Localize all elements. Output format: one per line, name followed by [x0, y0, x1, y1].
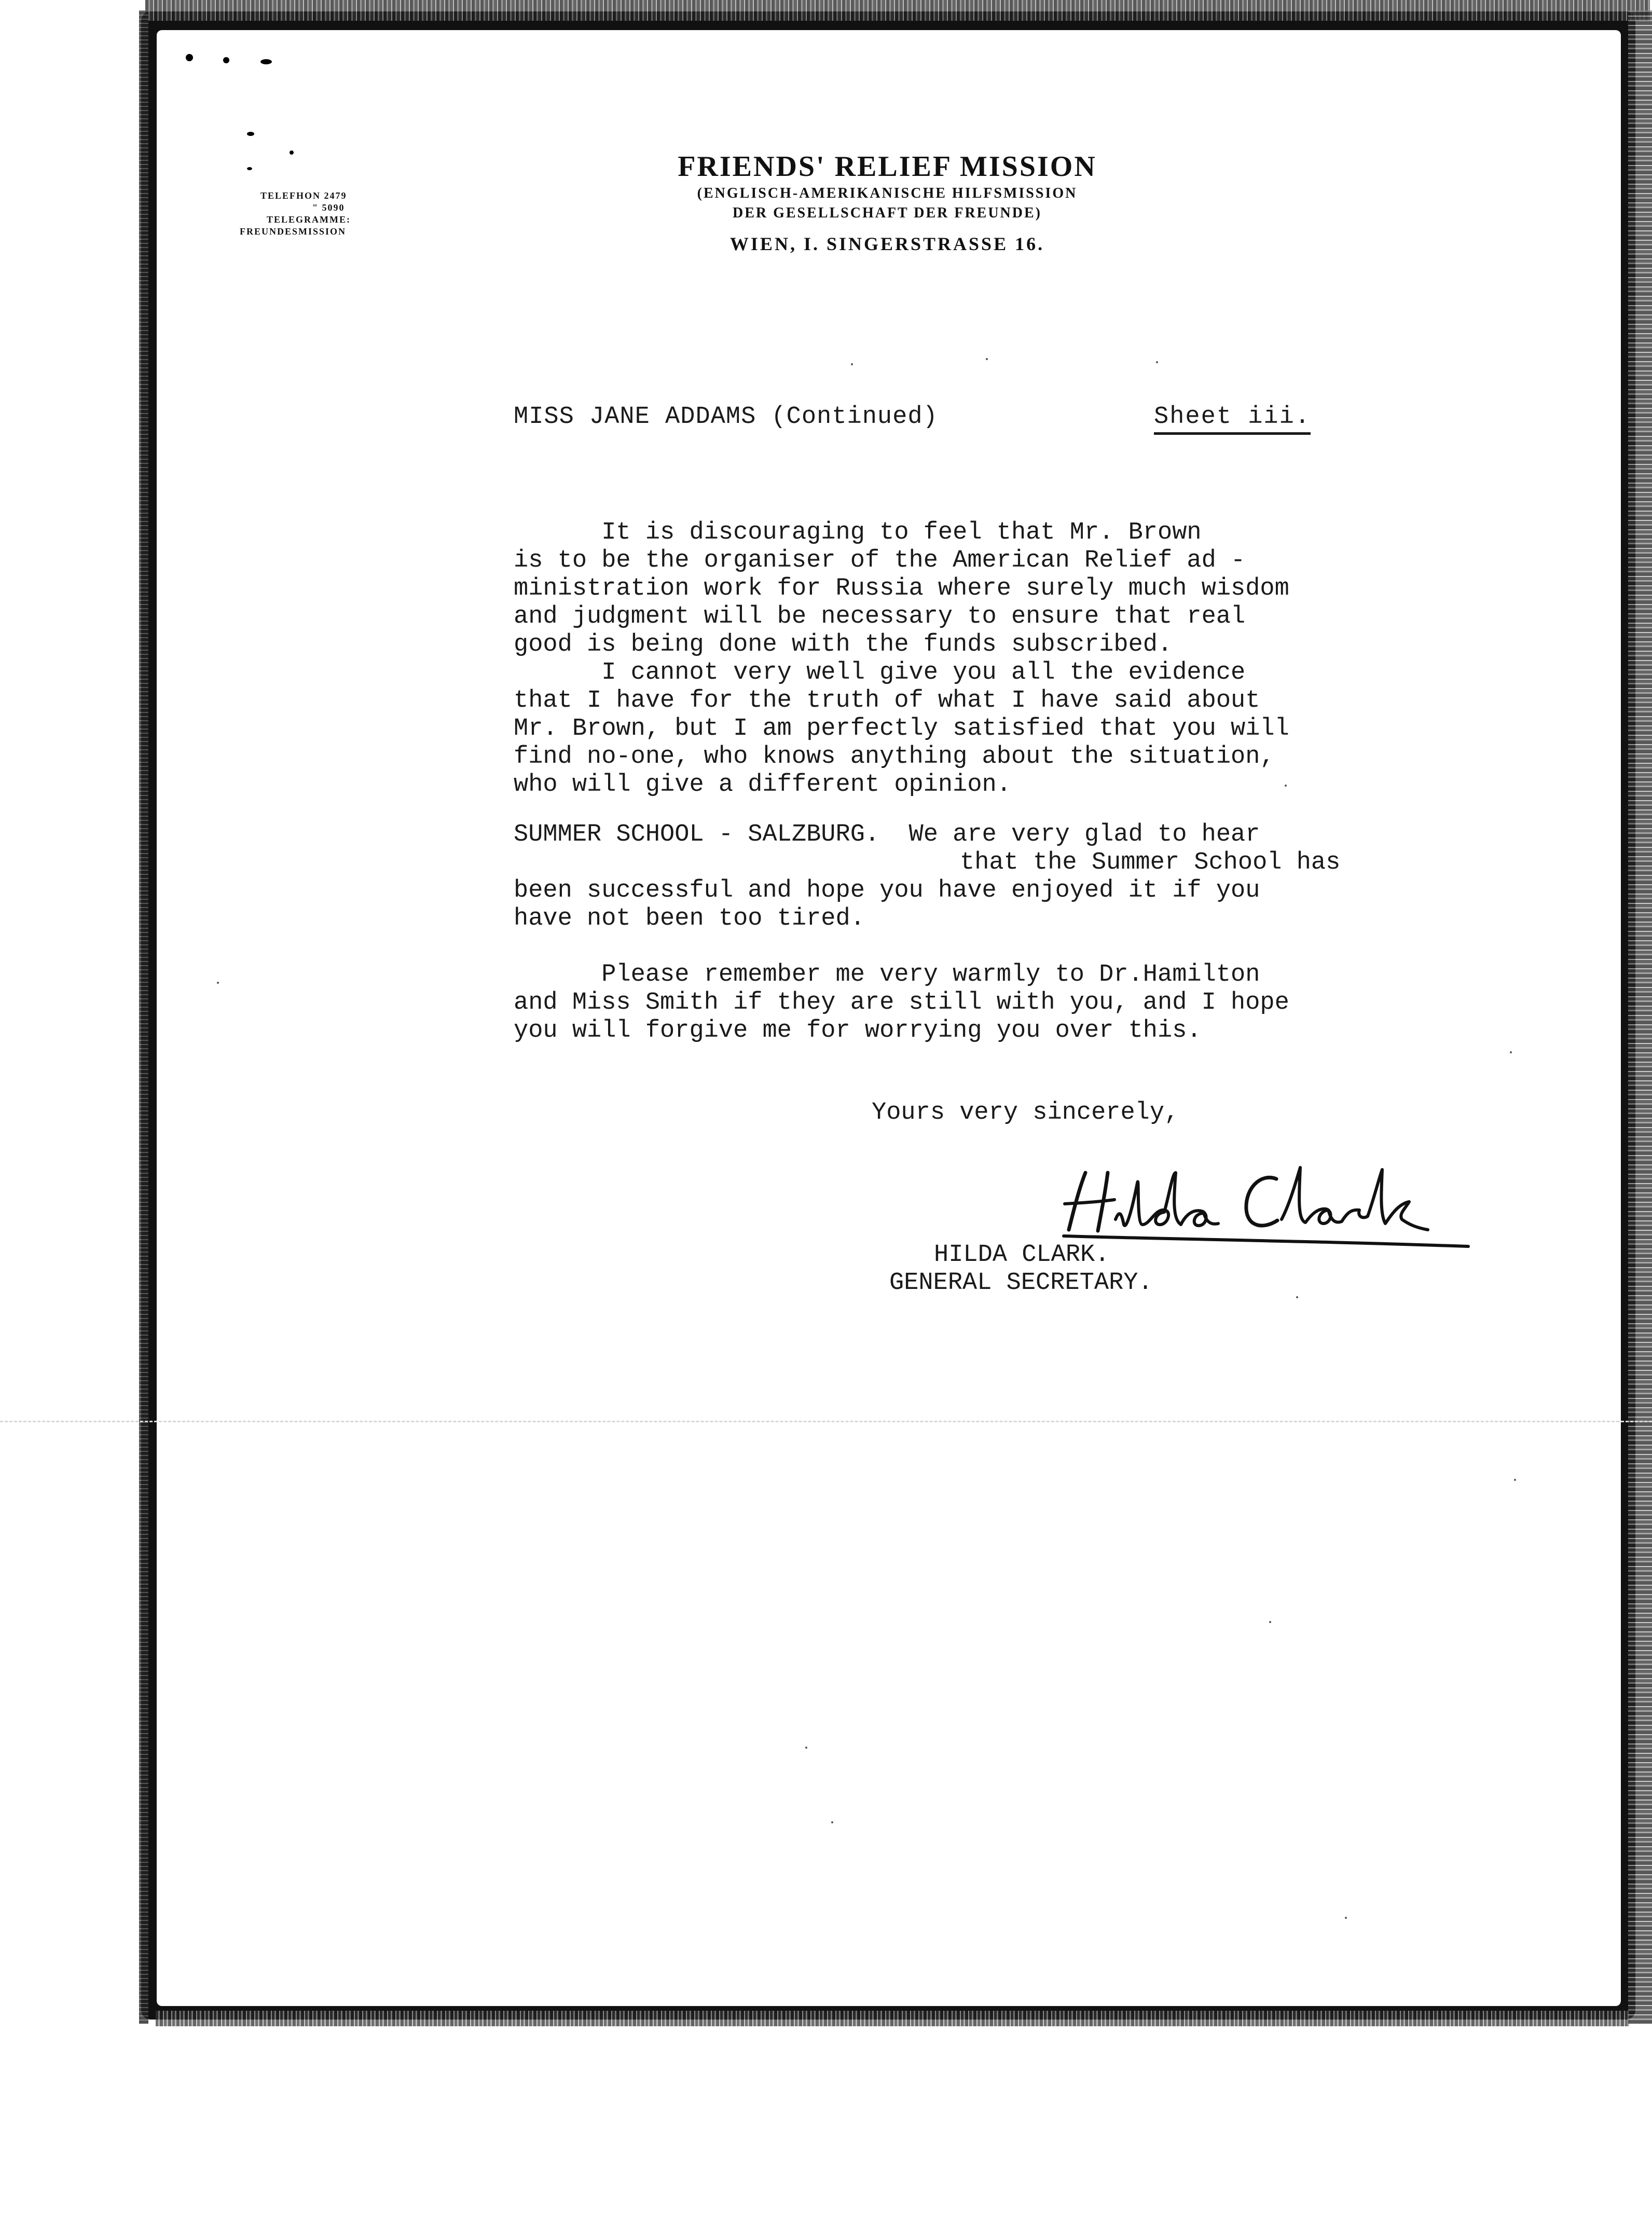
- scan-edge-left: [139, 10, 148, 2024]
- telegram-label: TELEGRAMME:: [267, 214, 351, 225]
- summer-school-tail: been successful and hope you have enjoyed it if you have not been too tired.: [514, 877, 1260, 932]
- speck: [1510, 1051, 1512, 1053]
- scan-edge-right: [1628, 10, 1652, 2024]
- paragraph-1: It is discouraging to feel that Mr. Brown is to be the organiser of the American Relief ad - ministration work for Russia where surely much wisdom and judgment will be necessary to ensure that real good is being done with the funds subscribed.: [514, 519, 1289, 658]
- closing-salutation: Yours very sincerely,: [872, 1099, 1179, 1127]
- letterhead-telephone: [240, 190, 426, 238]
- ink-dot: [186, 54, 193, 61]
- fold-line: [0, 1421, 1652, 1422]
- scan-edge-top: [145, 0, 1650, 21]
- paragraph-2: I cannot very well give you all the evidence that I have for the truth of what I have said about Mr. Brown, but I am perfectly satisfied that you will find no-one, who knows anything about the situation, who will give a different opinion.: [514, 659, 1289, 799]
- paragraph-4: [514, 961, 1289, 1045]
- organization-name: FRIENDS' RELIEF MISSION: [678, 150, 1097, 183]
- speck: [986, 358, 988, 360]
- sheet-number: Sheet iii.: [1154, 403, 1311, 435]
- ink-dot: [290, 150, 294, 155]
- telephone-number-2: " 5090: [312, 202, 345, 213]
- telephone-number: TELEFHON 2479: [260, 190, 347, 201]
- speck: [1269, 1621, 1271, 1623]
- signatory-title: GENERAL SECRETARY.: [889, 1269, 1153, 1297]
- summer-school-label: SUMMER SCHOOL - SALZBURG. We are very glad to hear: [514, 821, 1260, 848]
- letterhead: [628, 149, 1147, 255]
- ink-dot: [223, 57, 229, 63]
- organization-subtitle-2: DER GESELLSCHAFT DER FREUNDE): [732, 205, 1042, 221]
- paragraph-4-text: Please remember me very warmly to Dr.Hamilton and Miss Smith if they are still with you, and I hope you will forgive me for worrying you over this.: [514, 961, 1289, 1045]
- signatory-name: HILDA CLARK.: [934, 1241, 1110, 1269]
- speck: [1345, 1917, 1347, 1919]
- handwritten-signature: [1053, 1152, 1479, 1256]
- speck: [217, 982, 219, 984]
- telegram-address: FREUNDESMISSION: [240, 226, 347, 237]
- ink-dot: [247, 167, 252, 170]
- ink-dot: [247, 132, 254, 136]
- summer-school-continuation: that the Summer School has: [960, 849, 1341, 876]
- recipient-heading: MISS JANE ADDAMS (Continued): [514, 403, 938, 431]
- paragraph-summer-school: [514, 821, 1340, 933]
- speck: [805, 1747, 807, 1749]
- speck: [1514, 1479, 1516, 1481]
- speck: [1296, 1296, 1298, 1298]
- speck: [1156, 361, 1158, 363]
- organization-address: WIEN, I. SINGERSTRASSE 16.: [729, 234, 1045, 254]
- organization-subtitle-1: (ENGLISCH-AMERIKANISCHE HILFSMISSION: [697, 185, 1078, 201]
- speck: [851, 363, 853, 365]
- scan-edge-bottom: [156, 2011, 1629, 2026]
- speck: [831, 1821, 833, 1823]
- ink-dot: [260, 59, 272, 64]
